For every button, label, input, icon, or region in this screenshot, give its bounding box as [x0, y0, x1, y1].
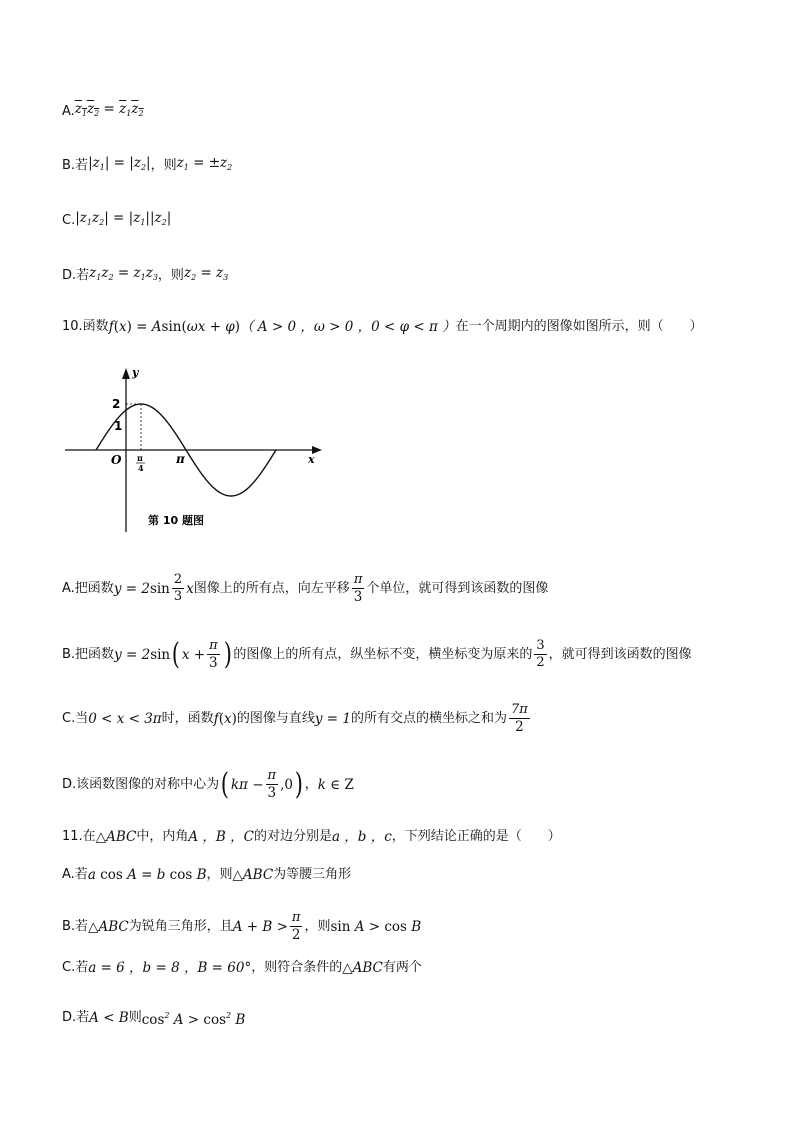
formula: $z_1 = \pm z_2$	[176, 155, 233, 172]
origin-label: O	[111, 453, 122, 467]
formula: $z_1z_2 = \overline{z}_1z_2$	[74, 101, 144, 118]
y-axis-arrow	[122, 368, 130, 379]
q10-option-c: C.当 0 < x < 3π 时，函数 f(x) 的图像与直线 y = 1 的所有交点的横坐标之和为 $\frac{7\pi}{2}$	[62, 702, 528, 735]
q9-option-b: B.若 $|z_1| = |z_2|$ ，则 $z_1 = \pm z_2$	[62, 154, 232, 177]
formula: k ∈ Z	[317, 776, 354, 793]
q10-option-b: B.把函数 y = 2sin ( x + $\frac{\pi}{3}$ ) 的图像上的所有点，纵坐标不变，横坐标变为原来的 $\frac{3}{2}$ ，就可得到该函数的图像	[62, 636, 692, 672]
fraction: $\frac{3}{2}$	[536, 638, 545, 670]
option-label: B.把函数	[62, 646, 115, 662]
fraction: $\frac{\pi}{3}$	[353, 572, 363, 605]
formula: $z_2 = z_3$	[183, 265, 229, 282]
option-label: C.	[62, 212, 76, 228]
q10-option-d: D.该函数图像的对称中心为 ( kπ − $\frac{\pi}{3}$ ,0 ) ， k ∈ Z	[62, 766, 354, 802]
formula: a = 6 ，b = 8 ，B = 60°	[88, 960, 252, 976]
q11-option-a: A.若 a cos A = b cos B ，则 △ABC 为等腰三角形	[62, 867, 352, 883]
fraction: $\frac{\pi}{3}$	[209, 638, 218, 671]
option-label: D.该函数图像的对称中心为	[62, 776, 220, 792]
formula: △ABC	[95, 829, 137, 845]
q11-option-c: C.若 a = 6 ，b = 8 ，B = 60° ，则符合条件的 △ABC 有两个	[62, 960, 422, 976]
formula: A ，B ，C	[188, 829, 254, 845]
x-axis-label: x	[308, 453, 315, 466]
formula: f(x) = Asin(ωx + φ)	[108, 319, 241, 335]
sine-graph	[60, 362, 340, 537]
option-label: D.若	[62, 267, 90, 283]
tick-pi4-num: π	[137, 453, 143, 463]
q10-option-a: A.把函数 y = 2sin $\frac{2}{3}$ x 图像上的所有点，向左平移 $\frac{\pi}{3}$ 个单位，就可得到该函数的图像	[62, 572, 549, 605]
formula: a cos A = b cos B	[87, 867, 207, 883]
formula: $|z_1| = |z_2|$	[88, 155, 151, 172]
q9-option-a	[62, 100, 144, 123]
option-label: B.若	[62, 918, 89, 934]
formula: 0 < x < 3π	[88, 710, 162, 727]
option-label: C.当	[62, 710, 89, 726]
tick-pi-label: π	[176, 452, 185, 466]
tick-pi4-den: 4	[138, 463, 144, 473]
q11-stem: 11.在 △ABC 中，内角 A ，B ，C 的对边分别是 a ，b ，c ，下列结论正确的是（ ）	[62, 829, 561, 845]
formula: sin A > cos B	[330, 918, 422, 935]
formula: △ABC	[232, 867, 274, 883]
fraction: $\frac{\pi}{2}$	[291, 910, 301, 943]
formula: y = 1	[314, 710, 352, 727]
option-label: C.若	[62, 960, 89, 975]
tick-2-label: 2	[112, 397, 121, 411]
q11-option-b: B.若 △ABC 为锐角三角形，且 A + B > $\frac{\pi}{2}$ ，则 sin A > cos B	[62, 910, 422, 943]
formula: $\cos^2 A > \cos^2 B$	[141, 1011, 246, 1028]
option-label: A.	[62, 103, 75, 119]
formula: $z_1z_2 = z_1z_3$	[89, 265, 158, 282]
formula: $|z_1z_2| = |z_1||z_2|$	[75, 210, 172, 227]
fraction: $\frac{\pi}{3}$	[267, 768, 277, 801]
formula: y = 2sin	[114, 646, 171, 663]
q11-option-d: D.若 A < B 则 $\cos^2 A > \cos^2 B$	[62, 1007, 245, 1029]
option-label: B.若	[62, 157, 89, 173]
formula: a ，b ，c	[331, 829, 392, 845]
formula: △ABC	[342, 960, 383, 976]
formula: A < B	[89, 1010, 129, 1026]
q9-option-c	[62, 209, 171, 232]
q9-option-d: D.若 $z_1z_2 = z_1z_3$ ，则 $z_2 = z_3$	[62, 264, 228, 287]
tick-1-label: 1	[114, 419, 123, 433]
formula: △ABC	[88, 918, 129, 935]
option-label: A.把函数	[62, 580, 114, 596]
fraction: $\frac{2}{3}$	[173, 572, 183, 604]
option-label: A.若	[62, 867, 88, 882]
fraction: $\frac{7\pi}{2}$	[511, 702, 528, 735]
graph-caption: 第 10 题图	[148, 514, 204, 527]
condition: （ A > 0 ，ω > 0 ，0 < φ < π ）	[240, 319, 456, 335]
option-label: D.若	[62, 1010, 90, 1025]
formula: y = 2sin	[113, 580, 170, 597]
q10-stem: 10.函数 f(x) = Asin(ωx + φ) （ A > 0 ，ω > 0 ，0 < φ < π ） 在一个周期内的图像如图所示，则（ ）	[62, 319, 703, 335]
y-axis-label: y	[132, 366, 139, 379]
formula: f(x)	[213, 710, 237, 727]
